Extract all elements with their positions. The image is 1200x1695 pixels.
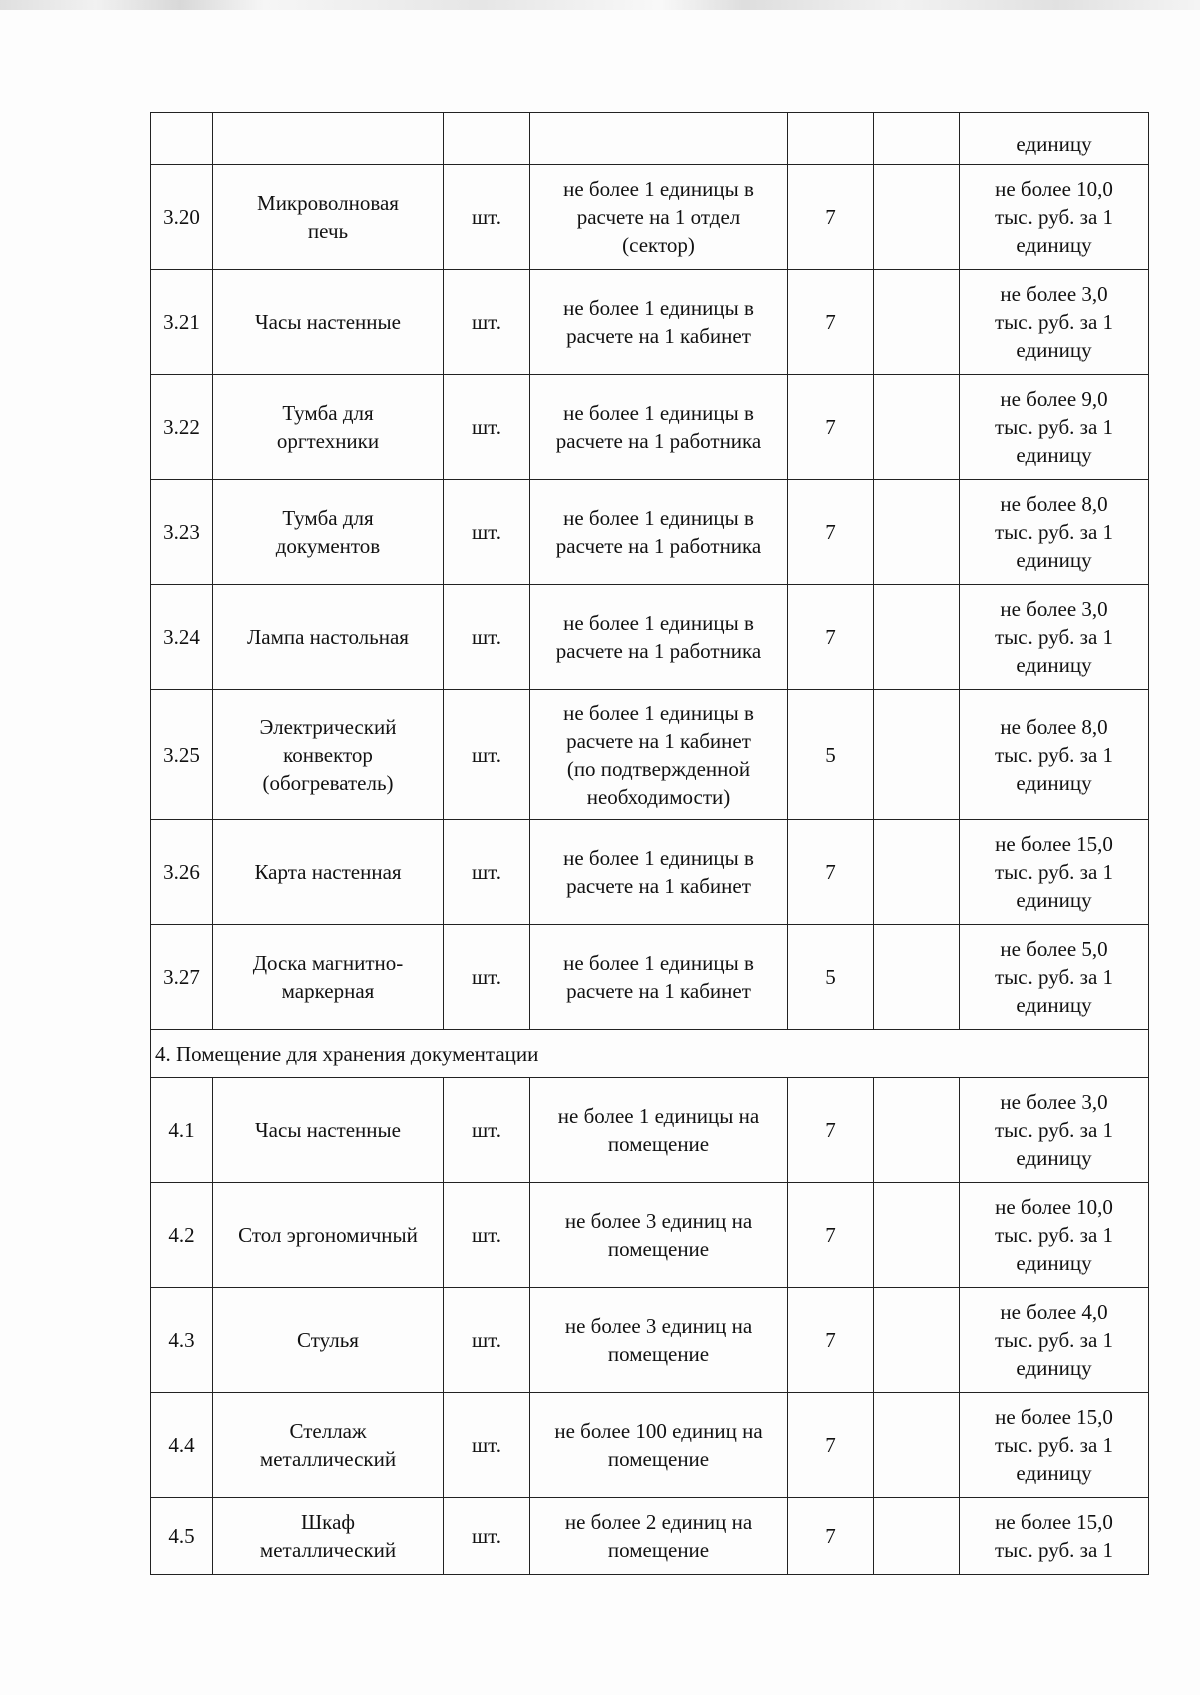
cell-unit: шт. bbox=[444, 585, 530, 690]
cell-empty bbox=[874, 820, 960, 925]
cell-years: 7 bbox=[788, 1498, 874, 1575]
cell-years: 7 bbox=[788, 165, 874, 270]
cell-unit: шт. bbox=[444, 1183, 530, 1288]
cell-num: 3.21 bbox=[151, 270, 213, 375]
cell-num: 4.3 bbox=[151, 1288, 213, 1393]
cell-num bbox=[151, 113, 213, 165]
cell-num: 3.24 bbox=[151, 585, 213, 690]
cell-qty: не более 1 единицы в расчете на 1 кабинет (по подтвержденной необходимости) bbox=[530, 690, 788, 820]
cell-empty bbox=[874, 375, 960, 480]
table-row bbox=[151, 585, 1149, 690]
cell-qty: не более 1 единицы в расчете на 1 кабинет bbox=[530, 820, 788, 925]
cell-price: не более 10,0 тыс. руб. за 1 единицу bbox=[960, 1183, 1149, 1288]
norms-table bbox=[150, 112, 1149, 1575]
cell-name: Тумба для оргтехники bbox=[213, 375, 444, 480]
cell-years: 7 bbox=[788, 1288, 874, 1393]
cell-num: 3.26 bbox=[151, 820, 213, 925]
cell-price: не более 10,0 тыс. руб. за 1 единицу bbox=[960, 165, 1149, 270]
cell-price: не более 3,0 тыс. руб. за 1 единицу bbox=[960, 270, 1149, 375]
cell-name: Электрический конвектор (обогреватель) bbox=[213, 690, 444, 820]
cell-num: 3.20 bbox=[151, 165, 213, 270]
cell-name: Лампа настольная bbox=[213, 585, 444, 690]
cell-empty bbox=[874, 1498, 960, 1575]
cell-empty bbox=[874, 585, 960, 690]
cell-num: 4.5 bbox=[151, 1498, 213, 1575]
cell-empty bbox=[874, 1078, 960, 1183]
cell-price: не более 4,0 тыс. руб. за 1 единицу bbox=[960, 1288, 1149, 1393]
cell-price: не более 3,0 тыс. руб. за 1 единицу bbox=[960, 1078, 1149, 1183]
cell-name: Стол эргономичный bbox=[213, 1183, 444, 1288]
cell-unit: шт. bbox=[444, 165, 530, 270]
cell-unit: шт. bbox=[444, 270, 530, 375]
cell-empty bbox=[874, 270, 960, 375]
cell-num: 3.27 bbox=[151, 925, 213, 1030]
cell-years: 7 bbox=[788, 270, 874, 375]
cell-empty bbox=[874, 113, 960, 165]
table-row bbox=[151, 480, 1149, 585]
cell-price: не более 8,0 тыс. руб. за 1 единицу bbox=[960, 690, 1149, 820]
section-title: 4. Помещение для хранения документации bbox=[151, 1030, 1149, 1078]
cell-num: 3.23 bbox=[151, 480, 213, 585]
cell-qty: не более 1 единицы в расчете на 1 работника bbox=[530, 480, 788, 585]
table-row bbox=[151, 1393, 1149, 1498]
cell-price: не более 3,0 тыс. руб. за 1 единицу bbox=[960, 585, 1149, 690]
cell-price: единицу bbox=[960, 113, 1149, 165]
scan-edge bbox=[0, 0, 1200, 10]
cell-unit: шт. bbox=[444, 690, 530, 820]
cell-unit bbox=[444, 113, 530, 165]
cell-qty: не более 3 единиц на помещение bbox=[530, 1183, 788, 1288]
cell-empty bbox=[874, 1393, 960, 1498]
cell-name: Шкаф металлический bbox=[213, 1498, 444, 1575]
table-row bbox=[151, 375, 1149, 480]
cell-name: Стеллаж металлический bbox=[213, 1393, 444, 1498]
cell-years: 7 bbox=[788, 480, 874, 585]
cell-empty bbox=[874, 165, 960, 270]
cell-unit: шт. bbox=[444, 375, 530, 480]
cell-num: 3.25 bbox=[151, 690, 213, 820]
cell-empty bbox=[874, 480, 960, 585]
cell-qty: не более 1 единицы в расчете на 1 работника bbox=[530, 375, 788, 480]
table-row bbox=[151, 925, 1149, 1030]
table-row bbox=[151, 270, 1149, 375]
cell-qty: не более 1 единицы в расчете на 1 работника bbox=[530, 585, 788, 690]
cell-unit: шт. bbox=[444, 1288, 530, 1393]
cell-qty: не более 1 единицы в расчете на 1 кабинет bbox=[530, 925, 788, 1030]
cell-empty bbox=[874, 690, 960, 820]
cell-num: 4.2 bbox=[151, 1183, 213, 1288]
cell-price: не более 15,0 тыс. руб. за 1 bbox=[960, 1498, 1149, 1575]
cell-num: 4.4 bbox=[151, 1393, 213, 1498]
cell-name bbox=[213, 113, 444, 165]
cell-qty: не более 3 единиц на помещение bbox=[530, 1288, 788, 1393]
cell-qty: не более 2 единиц на помещение bbox=[530, 1498, 788, 1575]
cell-unit: шт. bbox=[444, 1393, 530, 1498]
cell-qty: не более 1 единицы в расчете на 1 кабинет bbox=[530, 270, 788, 375]
cell-years: 7 bbox=[788, 585, 874, 690]
cell-years: 7 bbox=[788, 375, 874, 480]
cell-empty bbox=[874, 1183, 960, 1288]
cell-name: Тумба для документов bbox=[213, 480, 444, 585]
cell-years: 7 bbox=[788, 1078, 874, 1183]
cell-unit: шт. bbox=[444, 1078, 530, 1183]
cell-years: 7 bbox=[788, 820, 874, 925]
cell-num: 3.22 bbox=[151, 375, 213, 480]
cell-price: не более 15,0 тыс. руб. за 1 единицу bbox=[960, 820, 1149, 925]
table-row bbox=[151, 1183, 1149, 1288]
cell-years bbox=[788, 113, 874, 165]
cell-price: не более 8,0 тыс. руб. за 1 единицу bbox=[960, 480, 1149, 585]
table-row bbox=[151, 1498, 1149, 1575]
table-row bbox=[151, 165, 1149, 270]
norms-table-body bbox=[151, 113, 1149, 1575]
cell-unit: шт. bbox=[444, 480, 530, 585]
table-row bbox=[151, 690, 1149, 820]
cell-years: 7 bbox=[788, 1393, 874, 1498]
cell-num: 4.1 bbox=[151, 1078, 213, 1183]
cell-price: не более 5,0 тыс. руб. за 1 единицу bbox=[960, 925, 1149, 1030]
cell-qty: не более 100 единиц на помещение bbox=[530, 1393, 788, 1498]
section-row bbox=[151, 1030, 1149, 1078]
cell-qty: не более 1 единицы на помещение bbox=[530, 1078, 788, 1183]
cell-unit: шт. bbox=[444, 1498, 530, 1575]
cell-empty bbox=[874, 925, 960, 1030]
cell-name: Карта настенная bbox=[213, 820, 444, 925]
cell-years: 7 bbox=[788, 1183, 874, 1288]
cell-price: не более 9,0 тыс. руб. за 1 единицу bbox=[960, 375, 1149, 480]
cell-name: Стулья bbox=[213, 1288, 444, 1393]
cell-qty: не более 1 единицы в расчете на 1 отдел (сектор) bbox=[530, 165, 788, 270]
cell-years: 5 bbox=[788, 690, 874, 820]
cell-unit: шт. bbox=[444, 925, 530, 1030]
cell-unit: шт. bbox=[444, 820, 530, 925]
cell-name: Микроволновая печь bbox=[213, 165, 444, 270]
cell-name: Доска магнитно- маркерная bbox=[213, 925, 444, 1030]
table-row bbox=[151, 1288, 1149, 1393]
continuation-row bbox=[151, 113, 1149, 165]
cell-name: Часы настенные bbox=[213, 1078, 444, 1183]
table-row bbox=[151, 1078, 1149, 1183]
cell-price: не более 15,0 тыс. руб. за 1 единицу bbox=[960, 1393, 1149, 1498]
cell-empty bbox=[874, 1288, 960, 1393]
cell-name: Часы настенные bbox=[213, 270, 444, 375]
table-row bbox=[151, 820, 1149, 925]
cell-years: 5 bbox=[788, 925, 874, 1030]
cell-qty bbox=[530, 113, 788, 165]
